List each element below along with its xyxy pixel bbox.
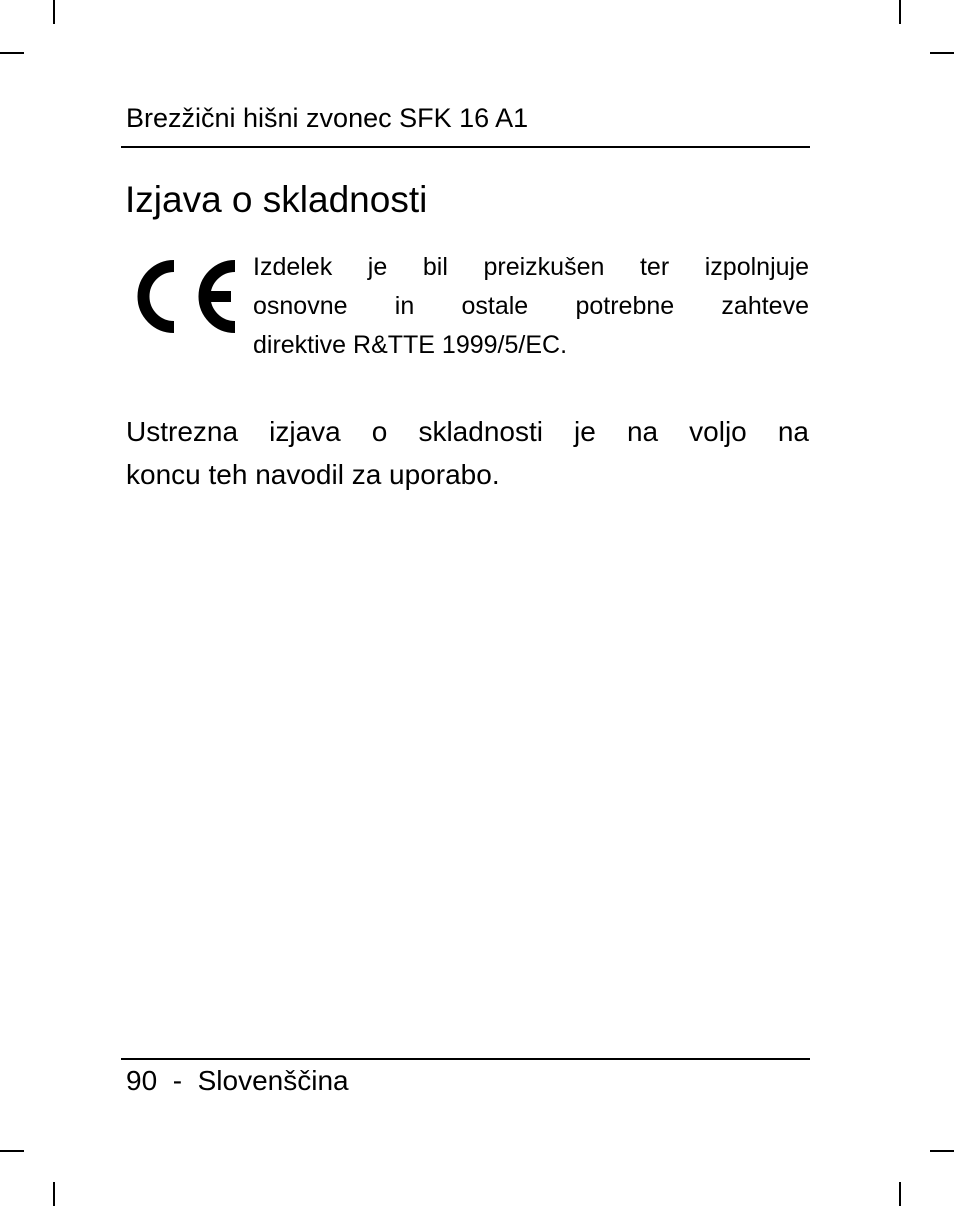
ce-statement-line: Izdelek je bil preizkušen ter izpolnjuje [253, 253, 809, 281]
section-title: Izjava o skladnosti [125, 179, 428, 220]
page-footer [126, 1064, 349, 1098]
crop-mark [899, 1182, 901, 1206]
paragraph-line: Ustrezna izjava o skladnosti je na voljo na [126, 416, 809, 447]
paragraph-line: koncu teh navodil za uporabo. [126, 459, 500, 490]
crop-mark [53, 1182, 55, 1206]
page-header-title: Brezžični hišni zvonec SFK 16 A1 [126, 103, 529, 133]
crop-mark [930, 1150, 954, 1152]
ce-statement [253, 248, 809, 365]
footer-rule [121, 1058, 810, 1060]
ce-statement-line: osnovne in ostale potrebne zahteve [253, 292, 809, 320]
crop-mark [899, 0, 901, 24]
header-rule [121, 146, 810, 148]
footer-language: Slovenščina [197, 1065, 349, 1096]
ce-mark-icon [127, 257, 239, 336]
crop-mark [930, 52, 954, 54]
ce-statement-line: direktive R&TTE 1999/5/EC. [253, 331, 568, 359]
footer-separator: - [172, 1065, 183, 1096]
crop-mark [0, 52, 24, 54]
declaration-paragraph [126, 410, 809, 496]
crop-mark [53, 0, 55, 24]
crop-mark [0, 1150, 24, 1152]
page-number: 90 [126, 1065, 158, 1096]
